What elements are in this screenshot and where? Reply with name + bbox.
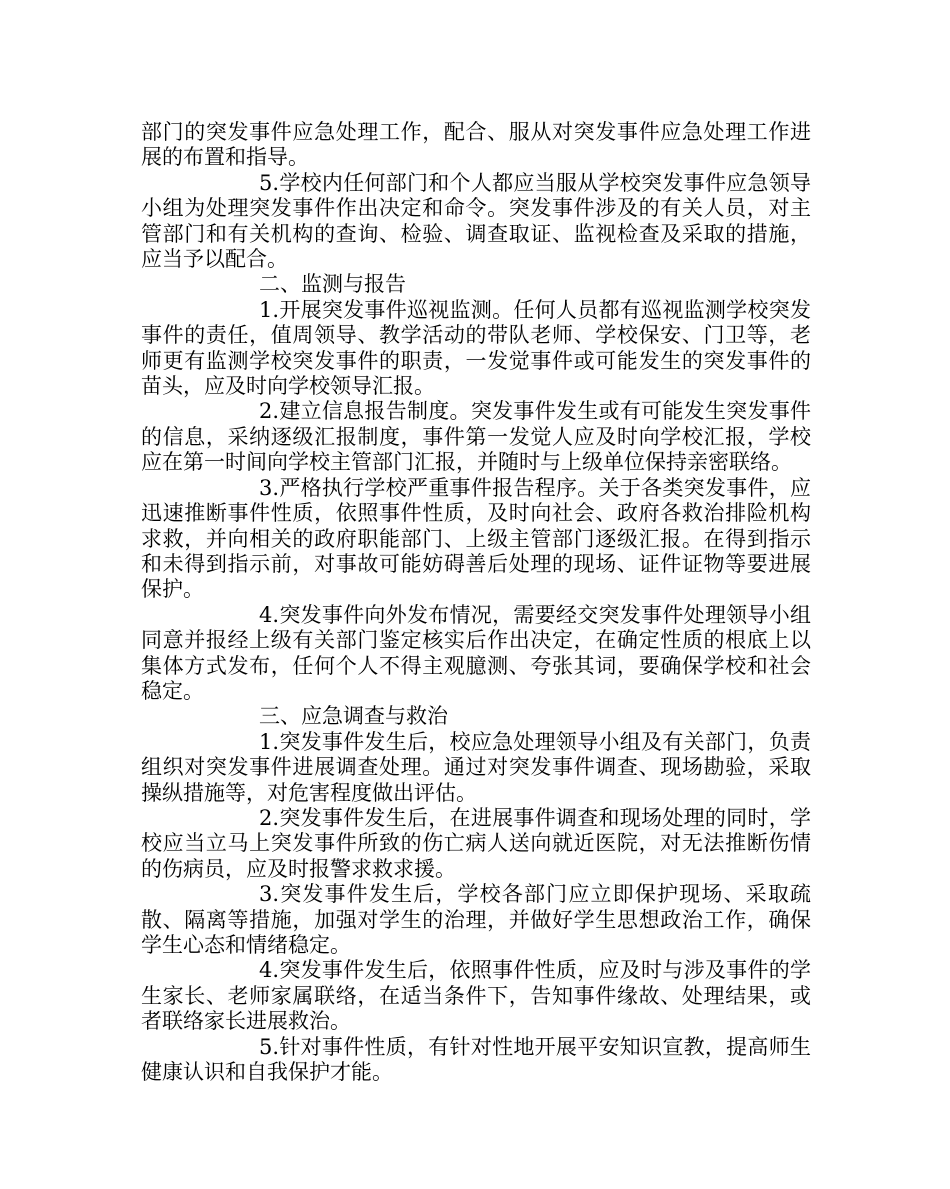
body-paragraph: 3.突发事件发生后，学校各部门应立即保护现场、采取疏散、隔离等措施，加强对学生的治理，并做好学生思想政治工作，确保学生心态和情绪稳定。: [141, 882, 811, 957]
body-paragraph: 部门的突发事件应急处理工作，配合、服从对突发事件应急处理工作进展的布置和指导。: [141, 120, 811, 170]
body-paragraph: 5.学校内任何部门和个人都应当服从学校突发事件应急领导小组为处理突发事件作出决定和命令。突发事件涉及的有关人员，对主管部门和有关机构的查询、检验、调查取证、监视检查及采取的措施，应当予以配合。: [141, 170, 811, 272]
document-page: [141, 120, 811, 1085]
body-paragraph: 1.开展突发事件巡视监测。任何人员都有巡视监测学校突发事件的责任，值周领导、教学活动的带队老师、学校保安、门卫等，老师更有监测学校突发事件的职责，一发觉事件或可能发生的突发事件的苗头，应及时向学校领导汇报。: [141, 297, 811, 399]
body-paragraph: 3.严格执行学校严重事件报告程序。关于各类突发事件，应迅速推断事件性质，依照事件性质，及时向社会、政府各救治排险机构求救，并向相关的政府职能部门、上级主管部门逐级汇报。在得到指示和未得到指示前，对事故可能妨碍善后处理的现场、证件证物等要进展保护。: [141, 475, 811, 602]
body-paragraph: 2.建立信息报告制度。突发事件发生或有可能发生突发事件的信息，采纳逐级汇报制度，事件第一发觉人应及时向学校汇报，学校应在第一时间向学校主管部门汇报，并随时与上级单位保持亲密联络。: [141, 399, 811, 475]
section-heading: 二、监测与报告: [259, 272, 406, 297]
body-paragraph: 4.突发事件发生后，依照事件性质，应及时与涉及事件的学生家长、老师家属联络，在适当条件下，告知事件缘故、处理结果，或者联络家长进展救治。: [141, 958, 811, 1034]
body-paragraph: 4.突发事件向外发布情况，需要经交突发事件处理领导小组同意并报经上级有关部门鉴定核实后作出决定，在确定性质的根底上以集体方式发布，任何个人不得主观臆测、夸张其词，要确保学校和社会稳定。: [141, 602, 811, 703]
body-paragraph: 5.针对事件性质，有针对性地开展平安知识宣教，提高师生健康认识和自我保护才能。: [141, 1034, 811, 1085]
body-paragraph: 1.突发事件发生后，校应急处理领导小组及有关部门，负责组织对突发事件进展调查处理。通过对突发事件调查、现场勘验，采取操纵措施等，对危害程度做出评估。: [141, 729, 811, 805]
section-heading: 三、应急调查与救治: [259, 704, 448, 729]
body-paragraph: 2.突发事件发生后，在进展事件调查和现场处理的同时，学校应当立马上突发事件所致的伤亡病人送向就近医院，对无法推断伤情的伤病员，应及时报警求救求援。: [141, 805, 811, 881]
